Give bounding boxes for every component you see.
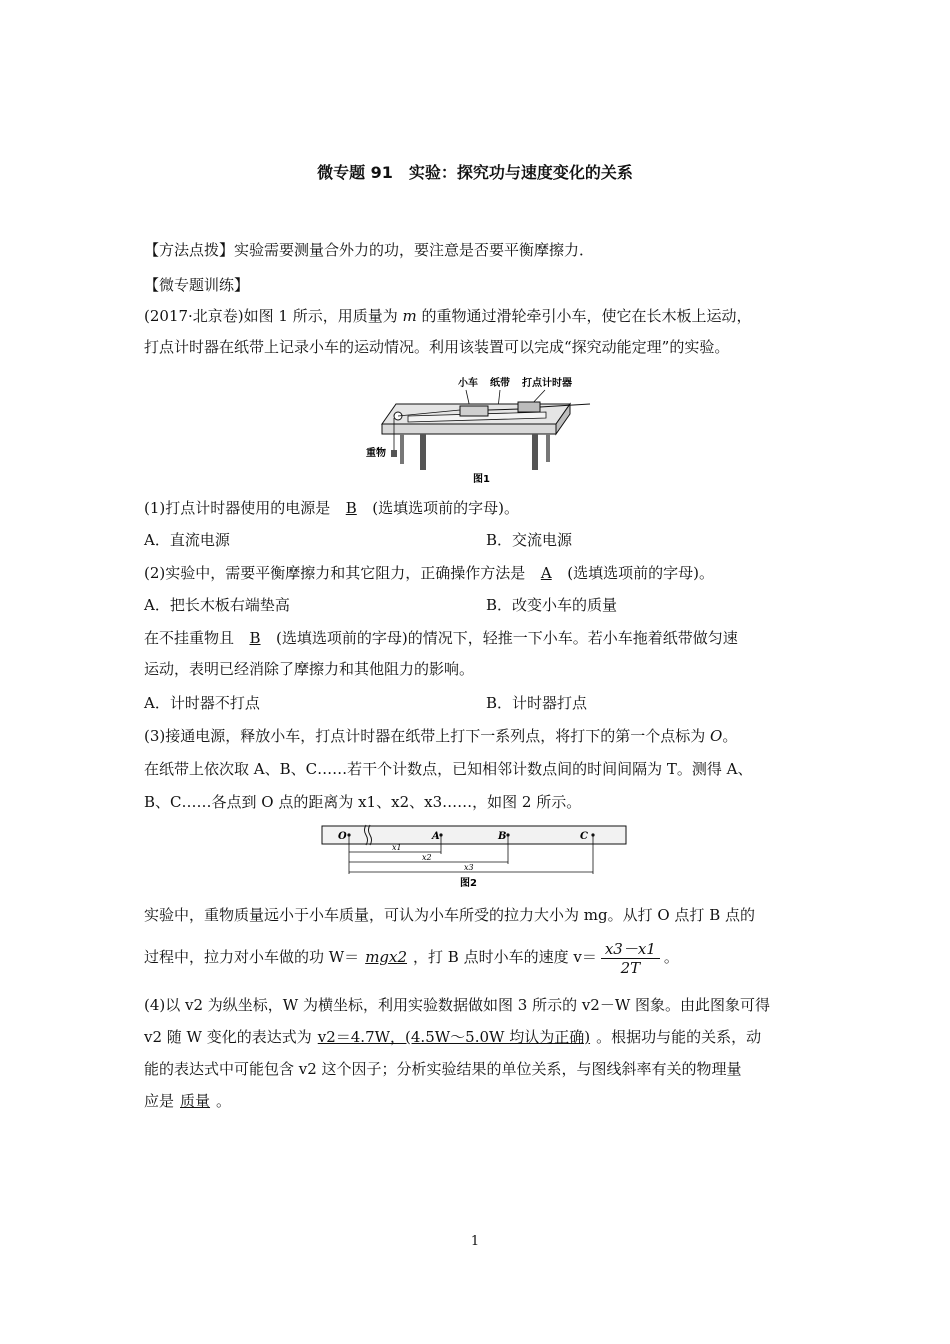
fig2-point-O: O [338, 831, 347, 842]
answer-3-velocity: $\frac{x3-x1}{2T}$ [601, 940, 660, 977]
question-4-line-2: v2 随 W 变化的表达式为 v2＝4.7W，(4.5W～5.0W 均认为正确) 。根据功与能的关系，动 [144, 1028, 762, 1046]
q1-option-b: B．交流电源 [486, 531, 573, 549]
question-2: (2)实验中，需要平衡摩擦力和其它阻力，正确操作方法是 A (选填选项前的字母)。 [144, 564, 714, 582]
page-number: 1 [470, 1234, 480, 1249]
fig2-point-B: B [498, 831, 507, 842]
question-3-line-1: (3)接通电源，释放小车，打点计时器在纸带上打下一系列点，将打下的第一个点标为 O。 [144, 727, 738, 745]
answer-3-work: mgx2 [365, 948, 408, 966]
question-1: (1)打点计时器使用的电源是 B (选填选项前的字母)。 [144, 499, 519, 517]
q2-option-b: B．改变小车的质量 [486, 596, 618, 614]
answer-1: B [345, 499, 357, 517]
figure-1-apparatus [360, 372, 600, 488]
question-3-line-4: 实验中，重物质量远小于小车质量，可认为小车所受的拉力大小为 mg。从打 O 点打 B 点的 [144, 906, 755, 924]
intro-line-2: 打点计时器在纸带上记录小车的运动情况。利用该装置可以完成“探究动能定理”的实验。 [144, 338, 730, 356]
question-4-line-4: 应是 质量 。 [144, 1092, 232, 1110]
question-4-line-3: 能的表达式中可能包含 v2 这个因子；分析实验结果的单位关系，与图线斜率有关的物理量 [144, 1060, 742, 1078]
fig1-label-timer: 打点计时器 [522, 378, 572, 389]
q2b-option-a: A．计时器不打点 [144, 694, 260, 712]
question-3-line-3: B、C……各点到 O 点的距离为 x1、x2、x3……，如图 2 所示。 [144, 793, 582, 811]
figure-2-tape [318, 822, 630, 890]
section-heading: 【微专题训练】 [144, 276, 250, 294]
question-2b: 在不挂重物且 B (选填选项前的字母)的情况下，轻推一下小车。若小车拖着纸带做匀速 [144, 629, 738, 647]
q1-option-a: A．直流电源 [144, 531, 230, 549]
fig2-point-C: C [580, 831, 588, 842]
fig2-dist-x1: x1 [392, 843, 402, 852]
question-3-line-5: 过程中，拉力对小车做的功 W＝ mgx2 ，打 B 点时小车的速度 v＝ $\frac{x3-x1}{2T}$ 。 [144, 937, 679, 977]
fig2-dist-x2: x2 [422, 853, 432, 862]
question-4-line-1: (4)以 v2 为纵坐标，W 为横坐标，利用实验数据做如图 3 所示的 v2－W 图象。由此图象可得 [144, 996, 771, 1014]
q2b-option-b: B．计时器打点 [486, 694, 588, 712]
answer-2: A [540, 564, 552, 582]
fig1-label-tape: 纸带 [490, 378, 510, 389]
question-2b-line-2: 运动，表明已经消除了摩擦力和其他阻力的影响。 [144, 660, 475, 678]
answer-4-expression: v2＝4.7W，(4.5W～5.0W 均认为正确) [317, 1028, 591, 1046]
answer-2b: B [249, 629, 261, 647]
fig1-caption: 图1 [473, 474, 490, 485]
fig1-label-cart: 小车 [458, 378, 478, 389]
method-note: 【方法点拨】实验需要测量合外力的功，要注意是否要平衡摩擦力． [144, 241, 595, 259]
fig2-caption: 图2 [460, 878, 477, 889]
intro-line-1: (2017·北京卷)如图 1 所示，用质量为 m 的重物通过滑轮牵引小车，使它在长木板上运动， [144, 307, 752, 325]
fig1-label-weight: 重物 [366, 448, 386, 459]
q2-option-a: A．把长木板右端垫高 [144, 596, 290, 614]
page-title: 微专题 91 实验：探究功与速度变化的关系 [317, 163, 633, 182]
question-3-line-2: 在纸带上依次取 A、B、C……若干个计数点，已知相邻计数点间的时间间隔为 T。测得 A、 [144, 760, 753, 778]
fig2-point-A: A [432, 831, 440, 842]
answer-4-quantity: 质量 [180, 1092, 211, 1110]
fig2-dist-x3: x3 [464, 863, 474, 872]
